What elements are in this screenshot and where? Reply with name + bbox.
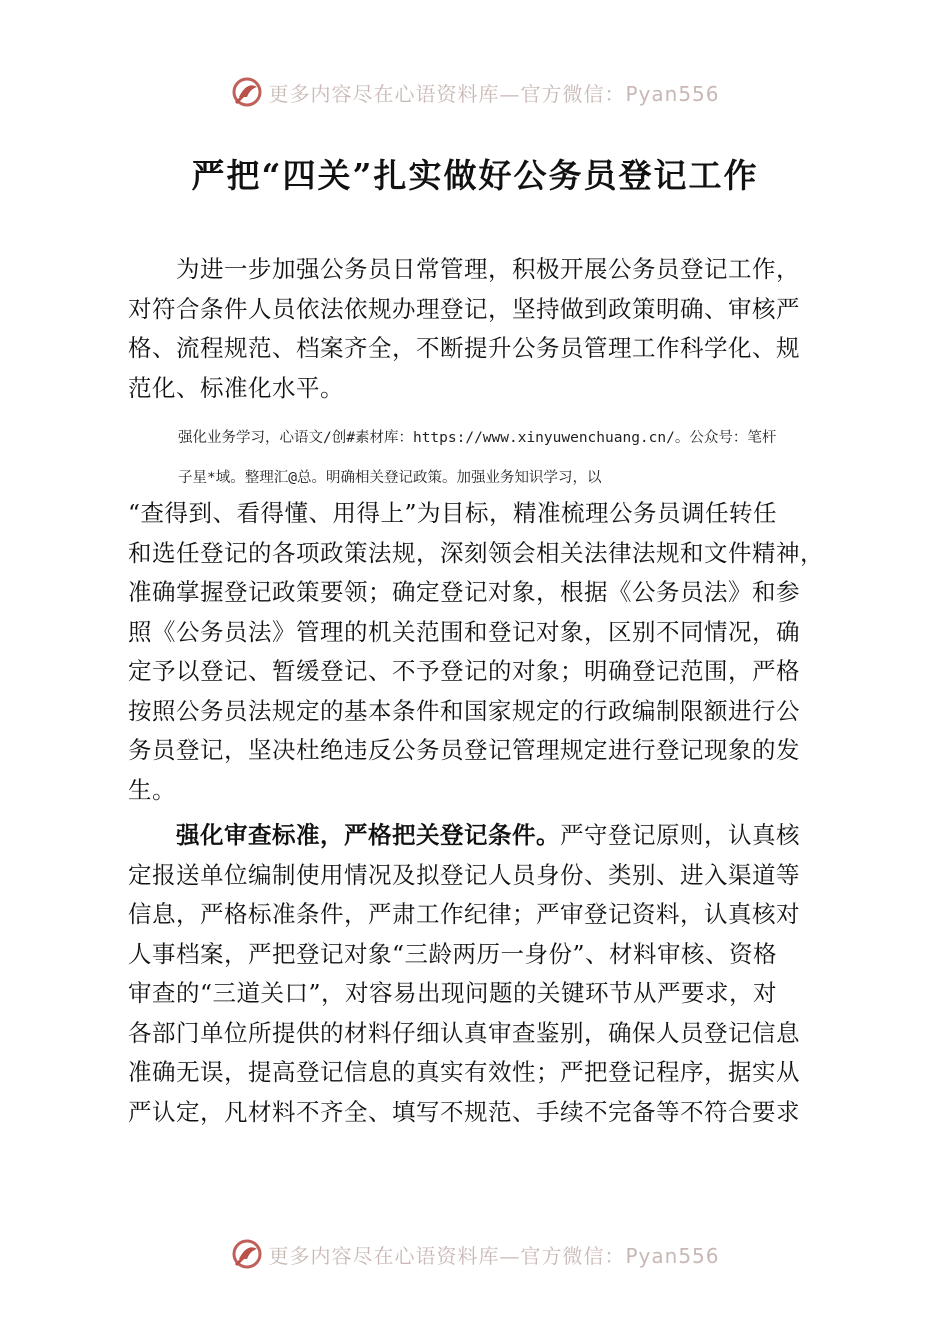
intro-paragraph: [128, 250, 828, 408]
logo-icon: [230, 1237, 264, 1271]
header-banner-text: 更多内容尽在心语资料库—官方微信：: [268, 81, 626, 106]
text-line: 生。: [128, 775, 176, 804]
text-line: 为进一步加强公务员日常管理，积极开展公务员登记工作，: [128, 255, 800, 283]
page-title: 严把“四关”扎实做好公务员登记工作: [191, 156, 759, 195]
footer-banner-text: 更多内容尽在心语资料库—官方微信：: [268, 1243, 626, 1268]
text-line: 和选任登记的各项政策法规，深刻领会相关法律法规和文件精神，: [128, 538, 824, 567]
note-line: 子星*域。整理汇@总。明确相关登记政策。加强业务知识学习，以: [178, 470, 602, 486]
text-line: 对符合条件人员依法依规办理登记，坚持做到政策明确、审核严: [128, 294, 800, 323]
text-line: 范化、标准化水平。: [128, 373, 344, 402]
header-banner: [0, 70, 950, 114]
text-line: 定报送单位编制使用情况及拟登记人员身份、类别、进入渠道等: [128, 860, 800, 889]
policy-paragraph: [128, 494, 828, 810]
text-line: 信息，严格标准条件，严肃工作纪律；严审登记资料，认真核对: [128, 900, 800, 928]
text-line: 定予以登记、暂缓登记、不予登记的对象；明确登记范围，严格: [128, 657, 800, 685]
inserted-note: [178, 418, 858, 498]
note-line: 强化业务学习，心语文/创#素材库：https://www.xinyuwenchuang.cn/。公众号：笔杆: [178, 430, 777, 446]
text-run: 严守登记原则，认真核: [560, 821, 800, 849]
footer-banner-wechat: Pyan556: [625, 1243, 720, 1268]
text-line: 各部门单位所提供的材料仔细认真审查鉴别，确保人员登记信息: [128, 1018, 800, 1047]
text-line: 准确无误，提高登记信息的真实有效性；严把登记程序，据实从: [128, 1058, 800, 1086]
header-banner-wechat: Pyan556: [625, 81, 720, 106]
text-line: 照《公务员法》管理的机关范围和登记对象，区别不同情况，确: [128, 617, 800, 646]
text-line: 人事档案，严把登记对象“三龄两历一身份”、材料审核、资格: [128, 939, 778, 968]
text-line: 严认定，凡材料不齐全、填写不规范、手续不完备等不符合要求: [128, 1097, 800, 1126]
review-paragraph: [128, 816, 828, 1132]
footer-banner: [0, 1232, 950, 1276]
text-line: 格、流程规范、档案齐全，不断提升公务员管理工作科学化、规: [128, 334, 800, 362]
text-line: 按照公务员法规定的基本条件和国家规定的行政编制限额进行公: [128, 696, 800, 725]
section-lead: 强化审查标准，严格把关登记条件。: [176, 821, 560, 849]
text-line: “查得到、看得懂、用得上”为目标，精准梳理公务员调任转任: [128, 499, 778, 527]
logo-icon: [230, 75, 264, 109]
text-line: 审查的“三道关口”，对容易出现问题的关键环节从严要求，对: [128, 979, 778, 1007]
text-line: 务员登记，坚决杜绝违反公务员登记管理规定进行登记现象的发: [128, 736, 800, 764]
text-line: 准确掌握登记政策要领；确定登记对象，根据《公务员法》和参: [128, 578, 800, 606]
